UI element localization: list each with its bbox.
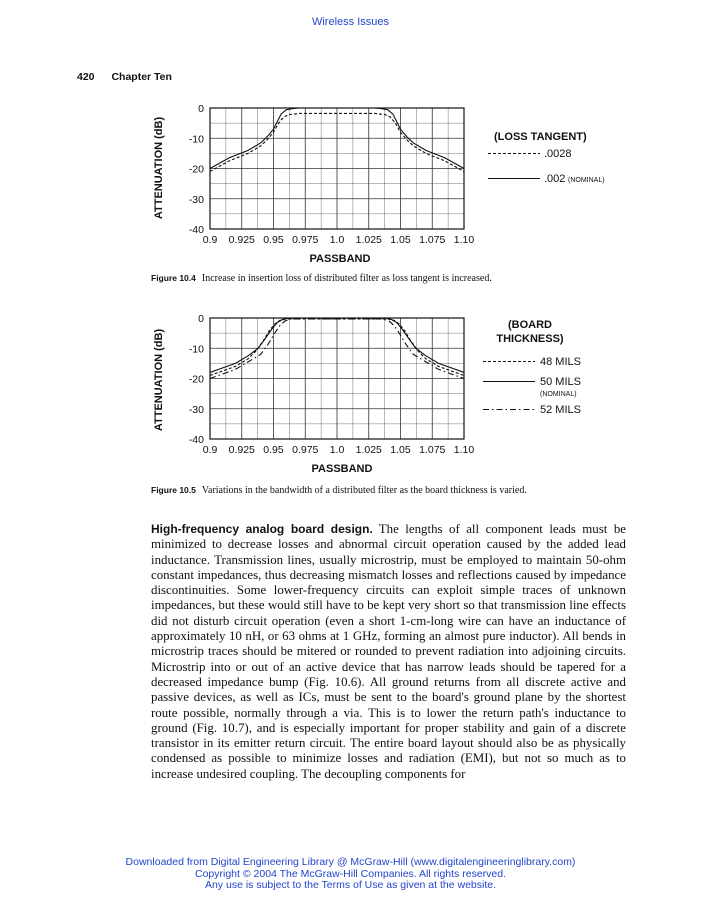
legend-label: .0028 [544,148,572,160]
x-axis-label: PASSBAND [309,253,371,265]
figure-label: Figure 10.4 [151,273,196,283]
caption-text: Increase in insertion loss of distributed filter as loss tangent is increased. [201,273,492,284]
x-tick-label: 1.05 [390,234,411,246]
chart-grid [210,108,464,229]
x-tick-label: 0.95 [263,444,284,456]
paragraph-text: The lengths of all component leads must be minimized to decrease losses and abnormal circuit operation caused by the added lead inductance. Transmission lines, usually microstrip, must be employed to maintain 50-ohm constant impedances, thus decreasing mismatch losses and reflections caused by impedance discontinuities. Some lower-frequency circuits can exploit simple traces of unknown impedances, but these would still have to be kept very short so that transmission line effects did not disturb circuit operation (even a short 1-cm-long wire can have an inductance of approximately 10 nH, or 63 ohms at 1 GHz, forming an almost pure inductor). All bends in microstrip traces should be mitered or rounded to prevent radiation into adjoining circuits. Microstrip into or out of an active device that has narrow leads should be tapered for a decreased impedance bump (Fig. 10.6). All ground returns from all discrete active and passive devices, as well as ICs, must be sent to the board's ground plane by the shortest route possible, normally through a via. This is to lower the return path's inductance to ground (Fig. 10.7), and is especially important for proper stability and gain of a discrete transistor in its emitter return circuit. The entire board layout should also be as physically condensed as possible to minimize losses and radiation (EMI), but not so much as to increase undesired coupling. The decoupling components for [151,522,626,781]
y-tick-label: -30 [188,193,204,206]
body-paragraph [151,522,626,782]
y-axis-label: ATTENUATION (dB) [153,116,165,220]
x-tick-label: 1.0 [329,444,345,456]
legend-note: (NOMINAL) [540,391,577,398]
y-tick-label: -20 [188,163,204,176]
footer-copyright: Copyright © 2004 The McGraw-Hill Companies. All rights reserved. [195,867,506,880]
chart-loss-tangent [140,98,640,270]
x-tick-label: 1.075 [419,234,446,246]
y-tick-label: -10 [188,133,204,146]
x-tick-label: 0.975 [292,234,319,246]
x-tick-label: 1.10 [453,234,475,246]
x-tick-label: 0.975 [292,444,319,456]
y-tick-label: 0 [198,103,204,115]
figure-caption [151,272,591,285]
x-tick-label: 0.925 [228,234,255,246]
chapter-title: Chapter Ten [111,71,172,83]
x-tick-label: 1.075 [419,444,446,456]
y-tick-label: -40 [188,434,204,446]
x-tick-label: 1.025 [355,234,382,246]
x-tick-label: 0.9 [202,234,218,246]
x-tick-label: 1.0 [329,234,345,246]
header-link[interactable]: Wireless Issues [311,16,390,28]
legend-title: (LOSS TANGENT) [494,131,587,143]
chart-grid [210,318,464,439]
page-number: 420 [77,71,95,83]
legend-label: 50 MILS [540,376,581,388]
x-tick-label: 1.05 [390,444,411,456]
caption-text: Variations in the bandwidth of a distributed filter as the board thickness is varied. [201,485,527,496]
x-tick-label: 0.925 [228,444,255,456]
footer-link[interactable]: Downloaded from Digital Engineering Library @ McGraw-Hill (www.digitalengineeringlibrary.com) [125,856,576,868]
footer-terms: Any use is subject to the Terms of Use as given at the website. [204,879,497,891]
legend-note: (NOMINAL) [568,177,605,184]
y-tick-label: 0 [198,313,204,325]
figure-caption [151,484,591,497]
x-tick-label: 1.10 [453,444,475,456]
figure-label: Figure 10.5 [151,485,196,495]
y-tick-label: -10 [188,343,204,356]
section-heading: High-frequency analog board design. [151,522,373,536]
footer [0,857,701,892]
x-tick-label: 0.9 [202,444,218,456]
chart-board-thickness [140,308,640,480]
legend-label: 48 MILS [540,356,581,368]
x-axis-label: PASSBAND [311,463,373,475]
legend-title: THICKNESS) [496,333,564,345]
y-tick-label: -20 [188,373,204,386]
y-tick-label: -40 [188,224,204,236]
running-head [77,71,172,83]
x-tick-label: 0.95 [263,234,284,246]
legend-label: .002 [544,173,566,185]
legend-title: (BOARD [508,319,552,331]
y-tick-label: -30 [188,403,204,416]
y-axis-label: ATTENUATION (dB) [153,328,165,432]
legend-label: 52 MILS [540,404,581,416]
x-tick-label: 1.025 [355,444,382,456]
